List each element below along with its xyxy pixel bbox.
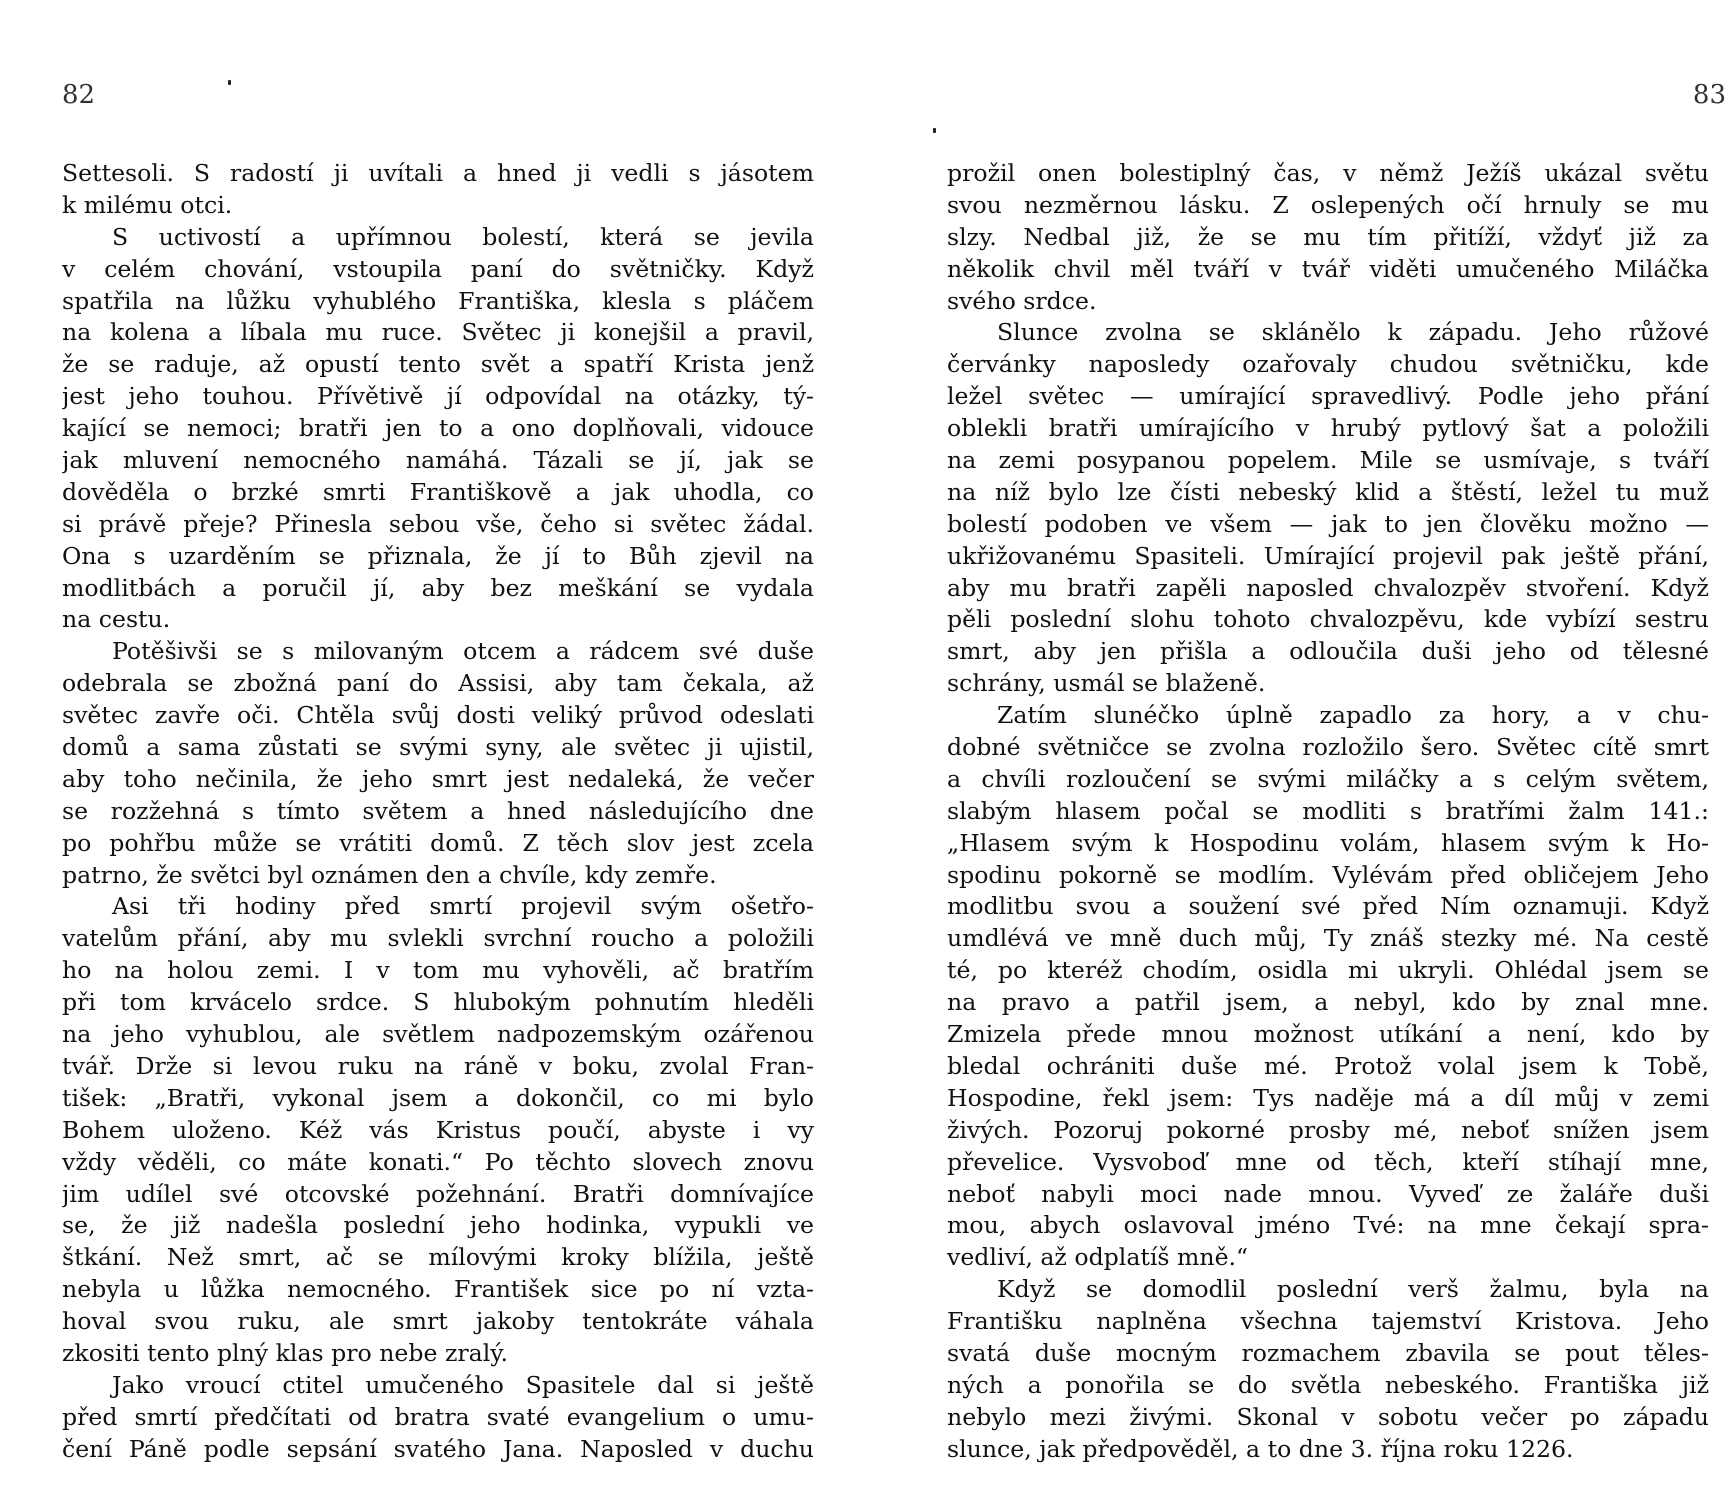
text-line: štkání. Než smrt, ač se mílovými kroky blížila, ještě [62,1243,814,1272]
text-line: nebylo mezi živými. Skonal v sobotu večer po západu [947,1402,1709,1431]
text-line: Hospodine, řekl jsem: Tys naděje má a díl můj v zemi [947,1083,1709,1112]
text-line: čení Páně podle sepsání svatého Jana. Naposled v duchu [62,1434,814,1463]
text-line: Settesoli. S radostí ji uvítali a hned ji vedli s jásotem [62,159,814,187]
text-line: prožil onen bolestiplný čas, v němž Ježíš ukázal světu [947,159,1709,187]
text-line: se rozžehná s tímto světem a hned následujícího dne [62,796,814,825]
text-line: kající se nemoci; bratři jen to a ono doplňovali, vidouce [62,414,814,443]
text-line: domů a sama zůstati se svými syny, ale světec ji ujistil, [62,733,814,762]
text-line: Potěšivši se s milovaným otcem a rádcem své duše [112,637,814,666]
text-line: Ona s uzarděním se přiznala, že jí to Bůh zjevil na [62,541,814,570]
text-line: při tom krvácelo srdce. S hlubokým pohnutím hleděli [62,988,814,1017]
text-line: slunce, jak předpověděl, a to dne 3. října roku 1226. [947,1434,1574,1463]
text-line: ležel světec — umírající spravedlivý. Podle jeho přání [947,382,1709,411]
text-line: svatá duše mocným rozmachem zbavila se pout těles- [947,1338,1709,1367]
text-line: Asi tři hodiny před smrtí projevil svým ošetřo- [112,892,814,921]
text-line: před smrtí předčítati od bratra svaté evangelium o umu- [62,1402,814,1431]
text-line: jim udílel své otcovské požehnání. Bratři domnívajíce [62,1179,814,1208]
text-line: Františku naplněna všechna tajemství Kristova. Jeho [947,1307,1709,1336]
text-line: S uctivostí a upřímnou bolestí, která se jevila [112,222,814,251]
text-line: vždy věděli, co máte konati.“ Po těchto slovech znovu [62,1147,814,1176]
text-line: smrt, aby jen přišla a odloučila duši jeho od tělesné [947,637,1709,666]
text-line: nebyla u lůžka nemocného. František sice po ní vzta- [62,1275,814,1304]
text-line: aby mu bratři zapěli naposled chvalozpěv stvoření. Když [947,573,1709,602]
text-line: Slunce zvolna se sklánělo k západu. Jeho růžové [997,318,1709,347]
text-line: na jeho vyhublou, ale světlem nadpozemským ozářenou [62,1020,814,1049]
text-line: neboť nabyli moci nade mnou. Vyveď ze žaláře duši [947,1179,1709,1208]
text-line: v celém chování, vstoupila paní do světničky. Když [62,254,814,283]
text-line: ných a ponořila se do světla nebeského. Františka již [947,1370,1709,1399]
left-page-text [62,158,814,1466]
text-line: na cestu. [62,605,171,634]
text-line: ho na holou zemi. I v tom mu vyhověli, ač bratřím [62,956,814,985]
text-line: živých. Pozoruj pokorné prosby mé, neboť snížen jsem [947,1115,1709,1144]
text-line: slabým hlasem počal se modliti s bratřími žalm 141.: [947,796,1709,825]
text-line: na níž bylo lze čísti nebeský klid a štěstí, ležel tu muž [947,477,1709,506]
text-line: patrno, že světci byl oznámen den a chvíle, kdy zemře. [62,860,717,889]
text-line: oblekli bratři umírajícího v hrubý pytlový šat a položili [947,414,1709,443]
text-line: odebrala se zbožná paní do Assisi, aby tam čekala, až [62,669,814,698]
text-line: červánky naposledy ozařovaly chudou světničku, kde [947,350,1709,379]
text-line: jest jeho touhou. Přívětivě jí odpovídal na otázky, tý- [62,382,814,411]
page-number-left: 82 [62,80,96,110]
page-number-right: 83 [1692,80,1726,110]
text-line: spodinu pokorně se modlím. Vylévám před obličejem Jeho [947,860,1709,889]
text-line: mou, abych oslavoval jméno Tvé: na mne čekají spra- [947,1211,1709,1240]
text-line: svou nezměrnou lásku. Z oslepených očí hrnuly se mu [947,190,1709,219]
text-line: schrány, usmál se blaženě. [947,669,1266,698]
text-line: na kolena a líbala mu ruce. Světec ji konejšil a pravil, [62,318,814,347]
text-line: Když se domodlil poslední verš žalmu, byla na [997,1275,1709,1304]
text-line: vedliví, až odplatíš mně.“ [947,1243,1249,1272]
text-line: že se raduje, až opustí tento svět a spatří Krista jenž [62,350,814,379]
text-line: bolestí podoben ve všem — jak to jen člověku možno — [947,509,1709,538]
right-page-text [947,158,1709,1466]
text-line: si právě přeje? Přinesla sebou vše, čeho si světec žádal. [62,509,814,538]
text-line: k milému otci. [62,190,233,219]
text-line: světec zavře oči. Chtěla svůj dosti veliký průvod odeslati [62,701,814,730]
text-line: vatelům přání, aby mu svlekli svrchní roucho a položili [62,924,814,953]
text-line: na zemi posypanou popelem. Mile se usmívaje, s tváří [947,446,1709,475]
text-line: „Hlasem svým k Hospodinu volám, hlasem svým k Ho- [947,828,1709,857]
text-line: Bohem uloženo. Kéž vás Kristus poučí, abyste i vy [62,1115,814,1144]
text-line: několik chvil měl tváří v tvář viděti umučeného Miláčka [947,254,1709,283]
text-line: tišek: „Bratři, vykonal jsem a dokončil, co mi bylo [62,1083,814,1112]
text-line: aby toho nečinila, že jeho smrt jest nedaleká, že večer [62,764,814,793]
text-line: modlitbách a poručil jí, aby bez meškání se vydala [62,573,814,602]
text-line: po pohřbu může se vrátiti domů. Z těch slov jest zcela [62,828,814,857]
text-line: umdlévá ve mně duch můj, Ty znáš stezky mé. Na cestě [947,924,1709,953]
text-line: spatřila na lůžku vyhublého Františka, klesla s pláčem [62,286,814,315]
print-speck [933,128,936,133]
text-line: pěli poslední slohu tohoto chvalozpěvu, kde vybízí sestru [947,605,1709,634]
text-line: svého srdce. [947,286,1097,315]
text-line: na pravo a patřil jsem, a nebyl, kdo by znal mne. [947,988,1709,1017]
text-line: tvář. Drže si levou ruku na ráně v boku, zvolal Fran- [62,1051,814,1080]
text-line: hoval svou ruku, ale smrt jakoby tentokráte váhala [62,1307,814,1336]
text-line: Jako vroucí ctitel umučeného Spasitele dal si ještě [112,1370,814,1399]
text-line: se, že již nadešla poslední jeho hodinka, vypukli ve [62,1211,814,1240]
text-line: modlitbu svou a soužení své před Ním oznamuji. Když [947,892,1709,921]
text-line: slzy. Nedbal již, že se mu tím přitíží, vždyť již za [947,222,1709,251]
text-line: převelice. Vysvoboď mne od těch, kteří stíhají mne, [947,1147,1709,1176]
right-page [867,0,1734,1500]
text-line: bledal ochrániti duše mé. Protož volal jsem k Tobě, [947,1051,1709,1080]
text-line: dobné světničce se zvolna rozložilo šero. Světec cítě smrt [947,733,1709,762]
text-line: té, po kteréž chodím, osidla mi ukryli. Ohlédal jsem se [947,956,1709,985]
text-line: Zatím slunéčko úplně zapadlo za hory, a v chu- [997,701,1709,730]
text-line: ukřižovanému Spasiteli. Umírající projevil pak ještě přání, [947,541,1709,570]
text-line: a chvíli rozloučení se svými miláčky a s celým světem, [947,764,1709,793]
text-line: dověděla o brzké smrti Františkově a jak uhodla, co [62,477,814,506]
text-line: Zmizela přede mnou možnost utíkání a není, kdo by [947,1020,1709,1049]
print-speck [228,80,231,85]
text-line: zkositi tento plný klas pro nebe zralý. [62,1338,508,1367]
text-line: jak mluvení nemocného namáhá. Tázali se jí, jak se [62,446,814,475]
